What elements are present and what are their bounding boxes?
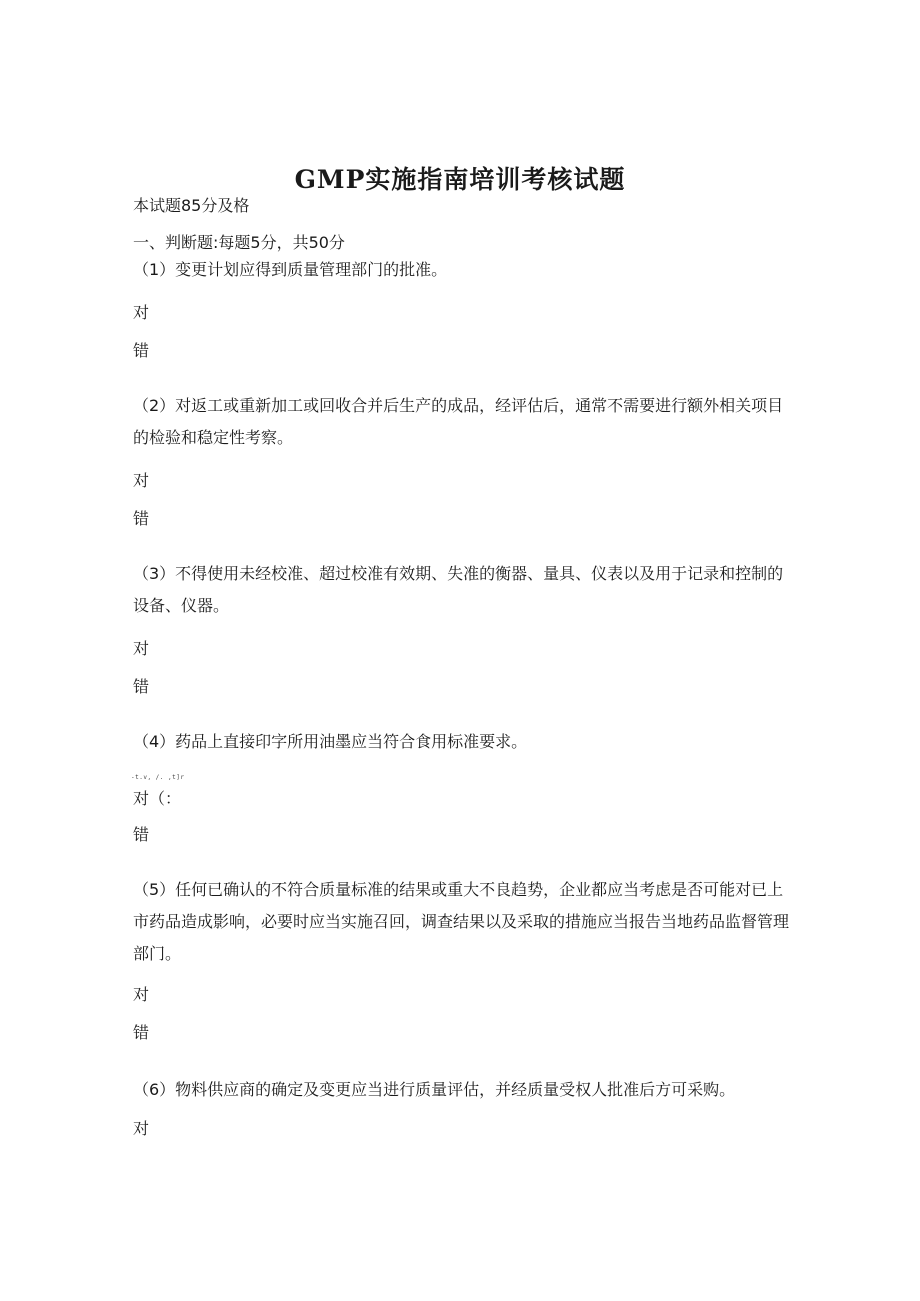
- question-6-option-true: 对: [133, 1119, 150, 1138]
- question-5-option-false: 错: [133, 1023, 150, 1042]
- page-title: GMP实施指南培训考核试题: [294, 165, 626, 194]
- question-2: （2）对返工或重新加工或回收合并后生产的成品，经评估后，通常不需要进行额外相关项目的检验和稳定性考察。: [133, 396, 784, 447]
- question-1-option-false: 错: [133, 341, 150, 360]
- question-4: （4）药品上直接印字所用油墨应当符合食用标准要求。: [133, 732, 528, 751]
- pass-note: 本试题85分及格: [133, 196, 250, 215]
- question-6: （6）物料供应商的确定及变更应当进行质量评估，并经质量受权人批准后方可采购。: [133, 1080, 736, 1099]
- question-1: （1）变更计划应得到质量管理部门的批准。: [133, 260, 448, 279]
- question-1-option-true: 对: [133, 303, 150, 322]
- question-4-option-true: 对（：: [133, 789, 182, 808]
- question-5: （5）任何已确认的不符合质量标准的结果或重大不良趋势，企业都应当考虑是否可能对已上市药品造成影响，必要时应当实施召回，调查结果以及采取的措施应当报告当地药品监督管理部门。: [133, 880, 790, 963]
- section-heading: 一、判断题:每题5分，共50分: [133, 233, 345, 252]
- question-3-option-false: 错: [133, 677, 150, 696]
- handwritten-mark: -t.v, /. ,t]r: [131, 774, 185, 781]
- question-3: （3）不得使用未经校准、超过校准有效期、失准的衡器、量具、仪表以及用于记录和控制的设备、仪器。: [133, 564, 784, 615]
- question-2-option-false: 错: [133, 509, 150, 528]
- question-5-option-true: 对: [133, 985, 150, 1004]
- question-3-option-true: 对: [133, 639, 150, 658]
- question-2-option-true: 对: [133, 471, 150, 490]
- question-4-option-false: 错: [133, 825, 150, 844]
